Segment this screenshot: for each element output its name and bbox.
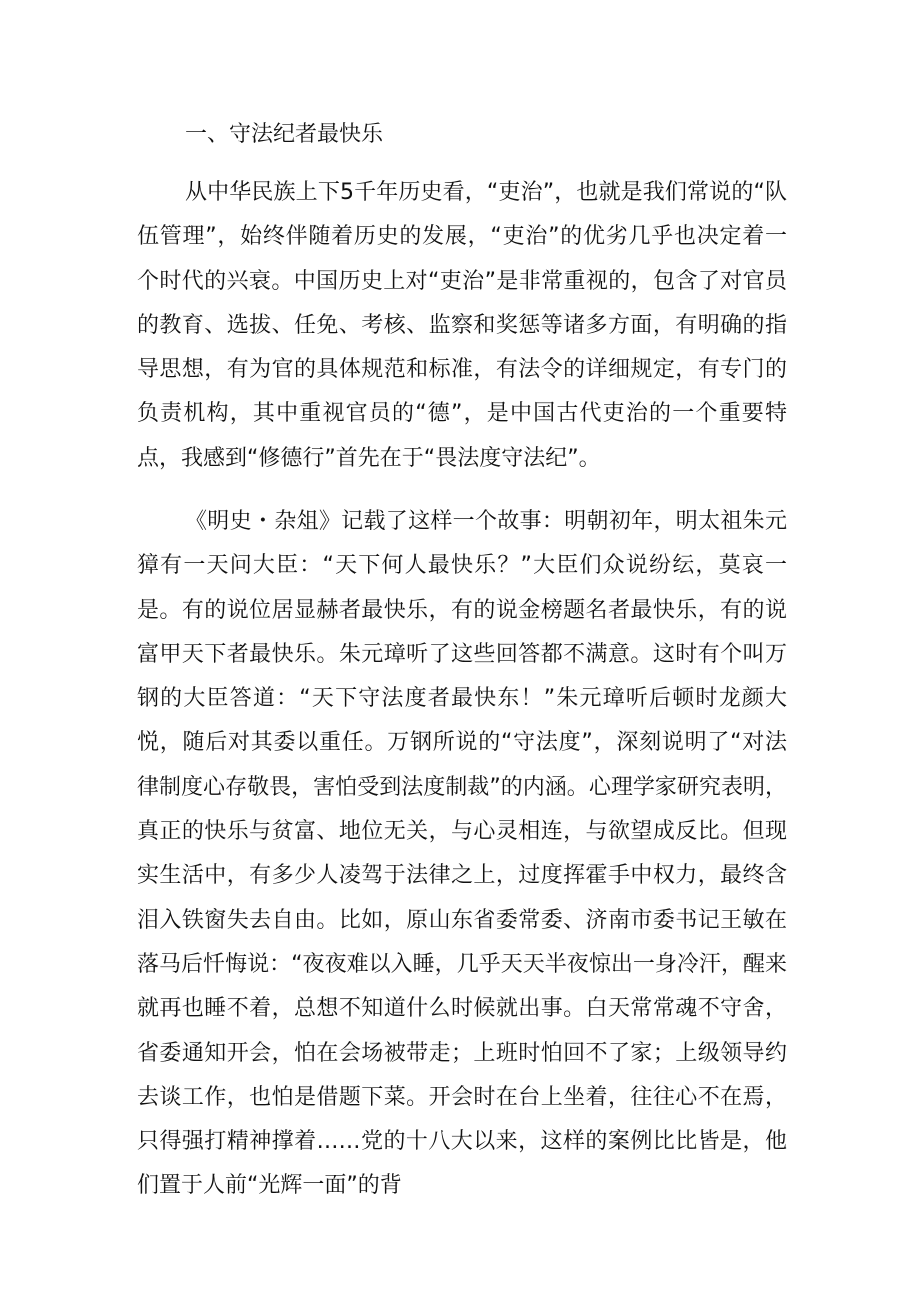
section-heading: 一、守法纪者最快乐 bbox=[185, 122, 384, 147]
paragraph-1: 从中华民族上下5千年历史看，“吏治”，也就是我们常说的“队伍管理”，始终伴随着历史的发展，“吏治”的优劣几乎也决定着一个时代的兴衰。中国历史上对“吏治”是非常重视的，包含了对官员的教育、选拔、任免、考核、监察和奖惩等诸多方面，有明确的指导思想，有为官的具体规范和标准，有法令的详细规定，有专门的负责机构，其中重视官员的“德”，是中国古代吏治的一个重要特点，我感到“修德行”首先在于“畏法度守法纪”。 bbox=[137, 180, 787, 471]
paragraph-2: 《明史・杂俎》记载了这样一个故事：明朝初年，明太祖朱元獐有一天问大臣：“天下何人最快乐？”大臣们众说纷纭，莫哀一是。有的说位居显赫者最快乐，有的说金榜题名者最快乐，有的说富甲天下者最快乐。朱元璋听了这些回答都不满意。这时有个叫万钢的大臣答道：“天下守法度者最快东！”朱元璋听后顿时龙颜大悦，随后对其委以重任。万钢所说的“守法度”，深刻说明了“对法律制度心存敬畏，害怕受到法度制裁”的内涵。心理学家研究表明，真正的快乐与贫富、地位无关，与心灵相连，与欲望成反比。但现实生活中，有多少人凌驾于法律之上，过度挥霍手中权力，最终含泪入铁窗失去自由。比如，原山东省委常委、济南市委书记王敏在落马后忏悔说：“夜夜难以入睡，几乎天天半夜惊出一身冷汗，醒来就再也睡不着，总想不知道什么时候就出事。白天常常魂不守舍，省委通知开会，怕在会场被带走；上班时怕回不了家；上级领导约去谈工作，也怕是借题下菜。开会时在台上坐着，往往心不在焉，只得强打精神撑着……党的十八大以来，这样的案例比比皆是，他们置于人前“光辉一面”的背 bbox=[137, 509, 787, 1199]
